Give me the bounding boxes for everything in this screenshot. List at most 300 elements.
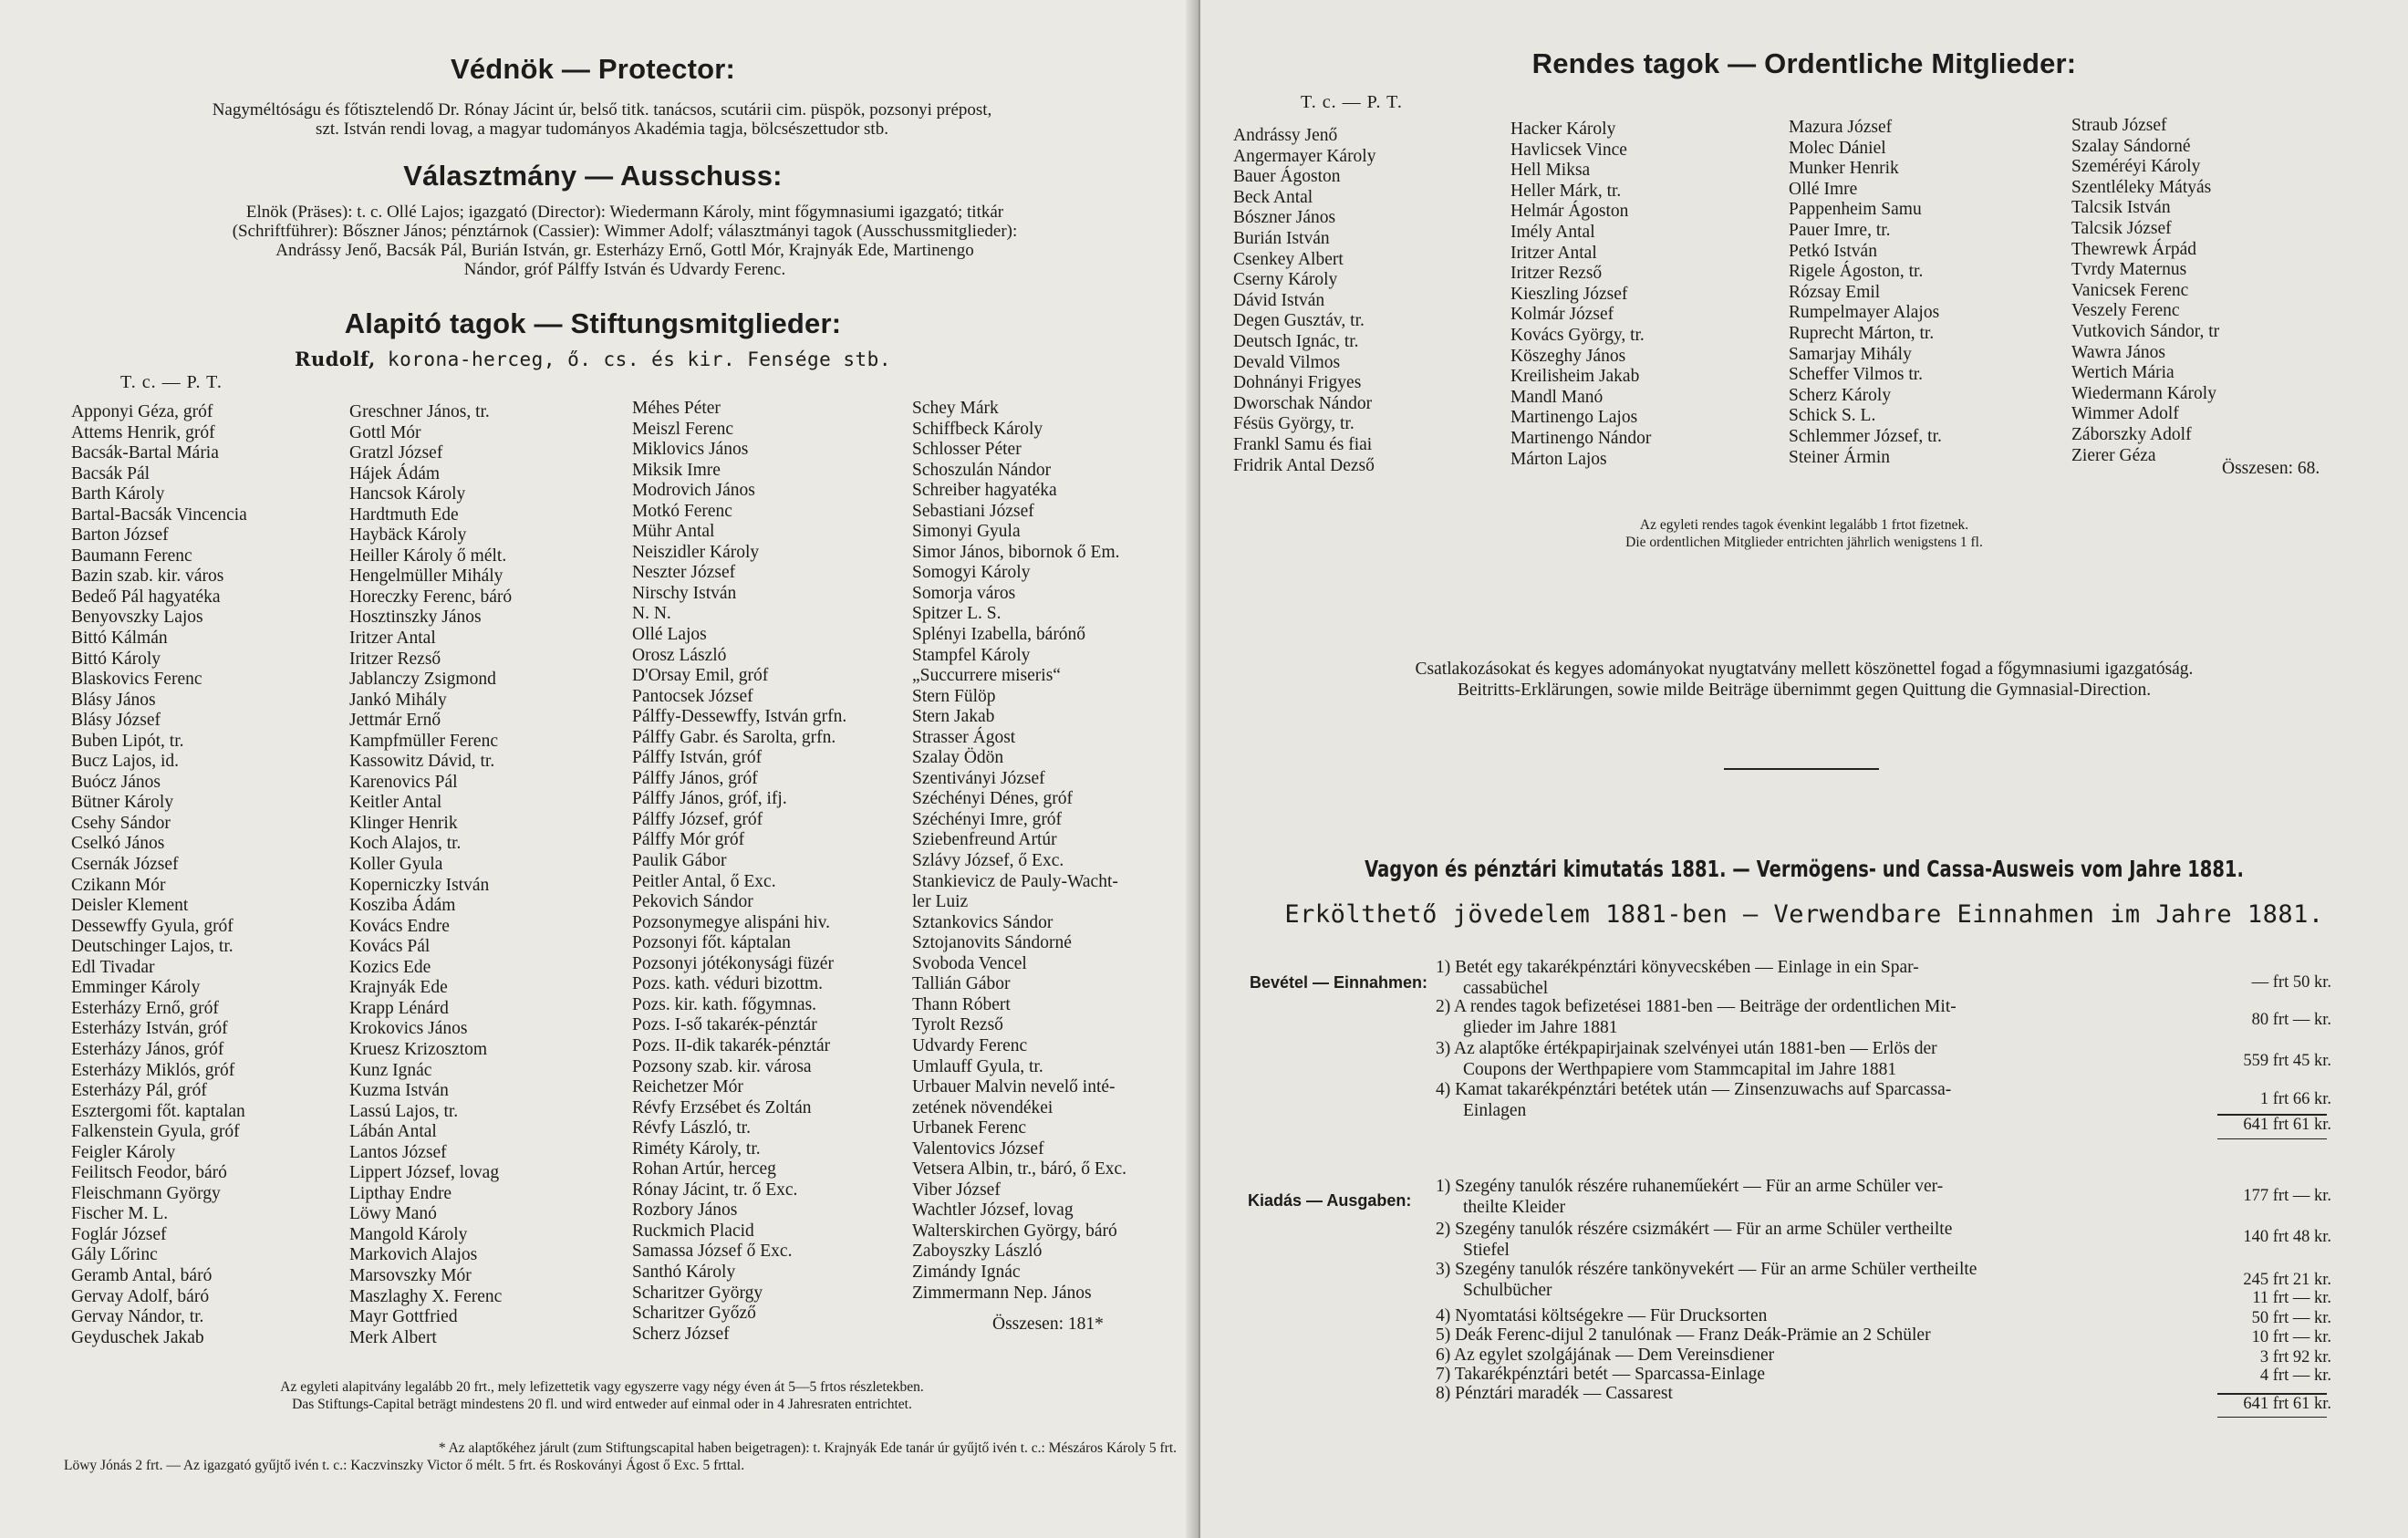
member-name: Rózsay Emil: [1789, 282, 1881, 302]
founder-name: Spitzer L. S.: [912, 604, 1002, 624]
finance-item: [1436, 1038, 2202, 1080]
member-name: Talcsik István: [2071, 198, 2171, 218]
founder-name: Hardtmuth Ede: [349, 504, 459, 525]
member-name: Kieszling József: [1510, 284, 1628, 304]
founder-name: Simor János, bibornok ő Em.: [912, 542, 1120, 562]
member-name: Helmár Ágoston: [1510, 202, 1629, 222]
note-line: Az egyleti alapitvány legalább 20 frt., mely lefizettetik vagy egyszerre vagy négy éven át 5—5 frtos részletekben.: [280, 1379, 924, 1395]
member-name: Dworschak Nándor: [1233, 393, 1373, 413]
member-name: Kovács György, tr.: [1510, 325, 1645, 345]
founder-name: Zimmermann Nep. János: [912, 1283, 1092, 1303]
founder-name: Pantocsek József: [632, 686, 753, 706]
founder-name: Umlauff Gyula, tr.: [912, 1056, 1043, 1076]
right-page: [1200, 0, 2408, 1538]
founder-name: Kassowitz Dávid, tr.: [349, 752, 495, 772]
founder-name: Esterházy János, gróf: [71, 1039, 224, 1059]
member-name: Schlemmer József, tr.: [1789, 426, 1942, 446]
founder-name: Ruckmich Placid: [632, 1221, 754, 1241]
founder-name: Buben Lipót, tr.: [71, 731, 184, 751]
finance-item-text: 3) Szegény tanulók részére tankönyvekért — Für an arme Schüler vertheilte: [1436, 1260, 1977, 1279]
finance-amount: 177 frt — kr.: [2243, 1187, 2331, 1205]
members-total: Összesen: 68.: [2222, 459, 2320, 478]
founder-name: Lipthay Endre: [349, 1183, 452, 1203]
founder-name: Karenovics Pál: [349, 772, 458, 792]
finance-item-text: 3) Az alaptőke értékpapirjainak szelvényei után 1881-ben — Erlös der: [1436, 1039, 1937, 1058]
finance-item: [1436, 1259, 2202, 1301]
member-name: Frankl Samu és fiai: [1233, 434, 1373, 454]
founder-name: Pálffy Gabr. és Sarolta, grfn.: [632, 727, 836, 747]
founder-name: Jablanczy Zsigmond: [349, 670, 496, 690]
founder-name: Bartal-Bacsák Vincencia: [71, 504, 247, 525]
founder-name: Pozsonyi főt. káptalan: [632, 933, 791, 953]
finance-amount: 245 frt 21 kr.: [2243, 1271, 2331, 1289]
founder-name: Pozsony szab. kir. városa: [632, 1056, 812, 1076]
member-name: Andrássy Jenő: [1233, 126, 1338, 145]
founder-name: Schoszulán Nándor: [912, 460, 1052, 480]
founder-name: Blaskovics Ferenc: [71, 670, 202, 690]
founder-name: Révfy László, tr.: [632, 1118, 751, 1138]
founder-name: Simonyi Gyula: [912, 522, 1021, 542]
founder-name: Merk Albert: [349, 1327, 437, 1347]
member-name: Straub József: [2071, 116, 2167, 135]
founder-name: Kosziba Ádám: [349, 896, 456, 916]
committee-text: [73, 203, 1177, 279]
founder-name: Scharitzer Győző: [632, 1304, 756, 1324]
founder-name: Stern Fülöp: [912, 686, 996, 706]
founder-name: Bacsák-Bartal Mária: [71, 443, 219, 463]
note-line: Das Stiftungs-Capital beträgt mindestens 20 fl. und wird entweder auf einmal oder in 4 Jahresraten entrichtet.: [292, 1397, 912, 1412]
founder-name: Pozs. kir. kath. főgymnas.: [632, 994, 817, 1014]
founder-name: Krajnyák Ede: [349, 978, 448, 998]
member-name: Iritzer Antal: [1510, 243, 1597, 263]
finance-item-text: 5) Deák Ferenc-dijul 2 tanulónak — Franz Deák-Prämie an 2 Schüler: [1436, 1325, 1931, 1345]
founder-name: Kruesz Krizosztom: [349, 1039, 488, 1059]
founder-name: Udvardy Ferenc: [912, 1035, 1028, 1055]
members-column-4: [2071, 116, 2219, 466]
appeal-line: Beitritts-Erklärungen, sowie milde Beiträge übernimmt gegen Quittung die Gymnasial-Direction.: [1457, 681, 2152, 700]
member-name: Steiner Ármin: [1789, 447, 1891, 467]
founder-name: Szalay Ödön: [912, 748, 1004, 768]
founder-name: Esztergomi főt. kaptalan: [71, 1101, 245, 1121]
founder-name: Feilitsch Feodor, báró: [71, 1163, 227, 1183]
founder-name: Rozbory János: [632, 1200, 738, 1221]
founder-name: Keitler Antal: [349, 793, 442, 813]
founder-name: Svoboda Vencel: [912, 953, 1027, 973]
member-name: Rumpelmayer Alajos: [1789, 303, 1940, 323]
founder-name: Gály Lőrinc: [71, 1245, 158, 1265]
finance-amount: 559 frt 45 kr.: [2243, 1052, 2331, 1070]
finance-item-text: Einlagen: [1463, 1101, 1527, 1120]
founders-note: [91, 1378, 1113, 1413]
member-name: Bauer Ágoston: [1233, 167, 1341, 187]
member-name: Veszely Ferenc: [2071, 301, 2180, 321]
expense-sum-rule: [2217, 1393, 2327, 1395]
founder-name: Koller Gyula: [349, 855, 443, 875]
founder-name: Walterskirchen György, báró: [912, 1221, 1117, 1241]
member-name: Iritzer Rezső: [1510, 264, 1603, 284]
founder-name: Pálffy-Dessewffy, István grfn.: [632, 707, 847, 727]
founder-name: Peitler Antal, ő Exc.: [632, 871, 776, 891]
member-name: Samarjay Mihály: [1789, 344, 1912, 364]
founder-name: Stern Jakab: [912, 707, 995, 727]
founder-name: Fleischmann György: [71, 1183, 221, 1203]
member-name: Talcsik József: [2071, 218, 2172, 238]
founder-name: Mangold Károly: [349, 1224, 468, 1244]
member-name: Devald Vilmos: [1233, 352, 1341, 372]
finance-item-text: 6) Az egylet szolgájának — Dem Vereinsdiener: [1436, 1346, 1775, 1365]
founder-name: Schey Márk: [912, 399, 999, 418]
founder-name: Bedeő Pál hagyatéka: [71, 587, 221, 607]
founder-name: Mayr Gottfried: [349, 1307, 458, 1327]
founders-title: Alapitó tagok — Stiftungsmitglieder:: [344, 307, 842, 339]
member-name: Mandl Manó: [1510, 387, 1604, 407]
founder-name: Markovich Alajos: [349, 1245, 478, 1265]
founder-name: Krokovics János: [349, 1019, 468, 1039]
founder-name: Koch Alajos, tr.: [349, 834, 462, 854]
founder-name: Lippert József, lovag: [349, 1163, 500, 1183]
founder-name: Pozs. I-ső takaréк-pénztár: [632, 1015, 817, 1035]
founders-tcpt: T. c. — P. T.: [120, 372, 223, 392]
founder-name: Pálffy István, gróf: [632, 748, 763, 768]
member-name: Burián István: [1233, 228, 1330, 248]
founder-name: Tyrolt Rezső: [912, 1015, 1003, 1035]
founder-name: Stankievicz de Pauly-Wacht-: [912, 871, 1118, 891]
founders-column-4: [912, 399, 1126, 1304]
founder-name: Fischer M. L.: [71, 1204, 169, 1224]
member-name: Fésüs György, tr.: [1233, 414, 1354, 434]
founder-name: Czikann Mór: [71, 875, 166, 895]
founder-name: Sziebenfreund Artúr: [912, 830, 1057, 850]
founder-name: Reichetzer Mór: [632, 1077, 743, 1097]
founder-name: Pozsonyi jótékonysági füzér: [632, 953, 834, 973]
founder-name: Koperniczky István: [349, 875, 490, 895]
member-name: Scheffer Vilmos tr.: [1789, 365, 1924, 385]
founder-name: Viber József: [912, 1179, 1001, 1200]
rudolf-line: [0, 348, 1186, 370]
member-name: Havlicsek Vince: [1510, 140, 1627, 160]
founder-name: Klinger Henrik: [349, 813, 458, 833]
founder-name: Esterházy Pál, gróf: [71, 1081, 207, 1101]
finance-item: [1436, 1383, 2202, 1404]
finance-item: [1436, 996, 2202, 1038]
founder-name: Széchényi Imre, gróf: [912, 809, 1063, 829]
member-name: Imély Antal: [1510, 222, 1595, 242]
member-name: Vanicsek Ferenc: [2071, 280, 2189, 300]
finance-item-text: 2) A rendes tagok befizetései 1881-ben — Beiträge der ordentlichen Mit-: [1436, 997, 1956, 1016]
founder-name: Motkó Ferenc: [632, 501, 732, 521]
member-name: Kolmár József: [1510, 305, 1614, 325]
founder-name: Deisler Klement: [71, 896, 189, 916]
members-column-2: [1510, 120, 1651, 470]
finance-title: Vagyon és pénztári kimutatás 1881. — Vermögens- und Cassa-Ausweis vom Jahre 1881.: [1365, 856, 2244, 882]
rudolf-title: korona-herceg, ő. cs. és kir. Fensége stb.: [375, 348, 891, 370]
finance-item-text: 2) Szegény tanulók részére csizmákért — Für an arme Schüler vertheilte: [1436, 1220, 1953, 1239]
income-label: Bevétel — Einnahmen:: [1250, 973, 1428, 992]
founder-name: Kovács Pál: [349, 937, 431, 957]
member-name: Vutkovich Sándor, tr: [2071, 321, 2220, 341]
finance-item: [1436, 1176, 2202, 1218]
founder-name: Apponyi Géza, gróf: [71, 402, 213, 421]
founder-name: Somorja város: [912, 583, 1016, 603]
founder-name: Buócz János: [71, 772, 161, 792]
member-name: Szentléleky Mátyás: [2071, 177, 2212, 197]
founder-name: Ollé Lajos: [632, 625, 707, 645]
founder-name: Szentiványi József: [912, 768, 1045, 788]
member-name: Tvrdy Maternus: [2071, 260, 2187, 280]
founder-name: Scharitzer György: [632, 1283, 763, 1303]
member-name: Cserny Károly: [1233, 270, 1338, 290]
members-fee-note: [1200, 516, 2408, 551]
committee-line: Nándor, gróf Pálffy István és Udvardy Ferenc.: [463, 260, 786, 279]
member-name: Rigele Ágoston, tr.: [1789, 262, 1924, 282]
member-name: Pappenheim Samu: [1789, 200, 1922, 220]
finance-item-text: glieder im Jahre 1881: [1463, 1018, 1618, 1037]
founder-name: Barton József: [71, 525, 169, 546]
founder-name: Blásy János: [71, 690, 156, 710]
member-name: Wiedermann Károly: [2071, 383, 2216, 403]
founder-name: Löwy Manó: [349, 1204, 437, 1224]
founder-name: Horeczky Ferenc, báró: [349, 587, 513, 607]
member-name: Angermayer Károly: [1233, 146, 1376, 166]
founder-name: Kunz Ignác: [349, 1060, 432, 1080]
member-name: Schick S. L.: [1789, 406, 1876, 426]
founder-name: Bucz Lajos, id.: [71, 752, 180, 772]
founders-column-1: [71, 402, 247, 1348]
founder-name: Pozs. kath. véduri bizottm.: [632, 974, 824, 994]
founder-name: Gratzl József: [349, 443, 443, 463]
protector-line: Nagyméltóságu és főtisztelendő Dr. Rónay Jácint úr, belső titk. tanácsos, scutárii cim. püspök, pozsonyi prépost,: [212, 100, 992, 120]
finance-item-text: 8) Pénztári maradék — Cassarest: [1436, 1384, 1673, 1403]
member-name: Scherz Károly: [1789, 385, 1892, 405]
founder-name: Zimándy Ignác: [912, 1262, 1021, 1282]
income-total: 641 frt 61 kr.: [2243, 1116, 2331, 1134]
member-name: Fridrik Antal Dezső: [1233, 455, 1375, 475]
founders-column-2: [349, 402, 512, 1348]
founder-name: Marsovszky Mór: [349, 1265, 472, 1285]
committee-title: Választmány — Ausschuss:: [403, 160, 783, 192]
founder-name: Neiszidler Károly: [632, 542, 760, 562]
finance-amount: 80 frt — kr.: [2251, 1011, 2331, 1029]
finance-item-text: Schulbücher: [1463, 1281, 1552, 1300]
finance-item-text: cassabüchel: [1463, 979, 1549, 998]
note-line: * Az alaptőkéhez járult (zum Stiftungscapital haben beigetragen): t. Krajnyák Ede tanár úr gyűjtő ivén t. c.: Mészáros Károly 5 frt.: [438, 1440, 1177, 1456]
founder-name: Baumann Ferenc: [71, 546, 192, 566]
founder-name: Bittó Károly: [71, 649, 161, 669]
member-name: Bószner János: [1233, 208, 1336, 228]
founder-name: Benyovszky Lajos: [71, 608, 203, 628]
rudolf-name: Rudolf,: [295, 348, 376, 370]
founder-name: Emminger Károly: [71, 978, 201, 998]
protector-text: [36, 100, 1168, 139]
founder-name: Blásy József: [71, 711, 161, 731]
expense-total-rule: [2217, 1417, 2327, 1418]
finance-amount: — frt 50 kr.: [2251, 973, 2331, 992]
finance-item: [1436, 1305, 2202, 1326]
founder-name: Sztojanovits Sándorné: [912, 933, 1072, 953]
founder-name: Pozsonymegye alispáni hiv.: [632, 912, 830, 932]
founder-name: Valentovics József: [912, 1138, 1044, 1159]
founder-name: Neszter József: [632, 563, 736, 583]
founder-name: Bacsák Pál: [71, 463, 150, 483]
founder-name: Kampfmüller Ferenc: [349, 731, 498, 751]
members-tcpt: T. c. — P. T.: [1301, 92, 1403, 112]
founder-name: Kuzma István: [349, 1081, 449, 1101]
member-name: Heller Márk, tr.: [1510, 181, 1622, 201]
founder-name: Paulik Gábor: [632, 851, 727, 871]
member-name: Márton Lajos: [1510, 449, 1607, 469]
appeal-text: [1200, 659, 2408, 701]
finance-amount: 140 frt 48 kr.: [2243, 1228, 2331, 1246]
founder-name: Thann Róbert: [912, 994, 1011, 1014]
member-name: Hell Miksa: [1510, 161, 1591, 181]
finance-amount: 1 frt 66 kr.: [2259, 1090, 2331, 1108]
finance-item-text: 7) Takarékpénztári betét — Sparcassa-Einlage: [1436, 1365, 1766, 1384]
founder-name: Stampfel Károly: [912, 645, 1031, 665]
member-name: Kreilisheim Jakab: [1510, 367, 1640, 387]
founder-name: Hosztinszky János: [349, 608, 482, 628]
contributions-note: [64, 1439, 1177, 1474]
finance-item: [1436, 1325, 2202, 1346]
founder-name: Pálffy Mór gróf: [632, 830, 745, 850]
member-name: Wimmer Adolf: [2071, 404, 2179, 424]
founders-column-3: [632, 399, 846, 1345]
member-name: Hacker Károly: [1510, 120, 1616, 139]
finance-item-text: 4) Kamat takarékpénztári betétek után — Zinsenzuwachs auf Sparcassa-: [1436, 1080, 1952, 1099]
founder-name: Nirschy István: [632, 583, 737, 603]
founder-name: Edl Tivadar: [71, 957, 155, 977]
founder-name: Pálffy József, gróf: [632, 809, 763, 829]
founder-name: Geyduschek Jakab: [71, 1327, 204, 1347]
founder-name: Gervay Adolf, báró: [71, 1286, 210, 1306]
founder-name: Jettmár Ernő: [349, 711, 441, 731]
finance-item: [1436, 957, 2202, 999]
finance-amount: 11 frt — kr.: [2252, 1289, 2331, 1307]
founder-name: Hengelmüller Mihály: [349, 566, 503, 587]
founder-name: Geramb Antal, báró: [71, 1265, 213, 1285]
finance-item-text: Coupons der Werthpapiere vom Stammcapital im Jahre 1881: [1463, 1060, 1897, 1079]
founder-name: Falkenstein Gyula, gróf: [71, 1122, 240, 1142]
member-name: Wertich Mária: [2071, 363, 2174, 383]
member-name: Deutsch Ignác, tr.: [1233, 331, 1359, 351]
founder-name: D'Orsay Emil, gróf: [632, 666, 769, 686]
protector-line: szt. István rendi lovag, a magyar tudományos Akadémia tagja, bölcsészettudor stb.: [316, 120, 888, 139]
founder-name: Wachtler József, lovag: [912, 1200, 1074, 1221]
founder-name: Riméty Károly, tr.: [632, 1138, 761, 1159]
founder-name: Urbanek Ferenc: [912, 1118, 1027, 1138]
protector-title: Védnök — Protector:: [450, 53, 736, 85]
founder-name: Samassa József ő Exc.: [632, 1242, 793, 1262]
founder-name: Deutschinger Lajos, tr.: [71, 937, 234, 957]
founder-name: Jankó Mihály: [349, 690, 447, 710]
founder-name: Sztankovics Sándor: [912, 912, 1054, 932]
finance-amount: 3 frt 92 kr.: [2259, 1348, 2331, 1367]
founder-name: Barth Károly: [71, 484, 165, 504]
founder-name: Rónay Jácint, tr. ő Exc.: [632, 1179, 798, 1200]
founder-name: Attems Henrik, gróf: [71, 422, 215, 442]
founder-name: Orosz László: [632, 645, 727, 665]
founder-name: Szlávy József, ő Exc.: [912, 851, 1064, 871]
members-column-3: [1789, 118, 1942, 468]
finance-amount: 4 frt — kr.: [2259, 1367, 2331, 1385]
committee-line: Elnök (Präses): t. c. Ollé Lajos; igazgató (Director): Wiedermann Károly, mint főgymnasiumi igazgató; titkár: [245, 203, 1004, 222]
founder-name: Gervay Nándor, tr.: [71, 1307, 204, 1327]
founder-name: Santhó Károly: [632, 1262, 736, 1282]
founder-name: Maszlaghy X. Ferenc: [349, 1286, 503, 1306]
founder-name: Miksik Imre: [632, 460, 721, 480]
member-name: Munker Henrik: [1789, 159, 1899, 179]
members-title: Rendes tagok — Ordentliche Mitglieder:: [1531, 47, 2077, 79]
member-name: Dohnányi Frigyes: [1233, 373, 1362, 393]
finance-item: [1436, 1364, 2202, 1385]
member-name: Mazura József: [1789, 118, 1893, 137]
founder-name: Zaboyszky László: [912, 1242, 1043, 1262]
founder-name: Esterházy Miklós, gróf: [71, 1060, 235, 1080]
founder-name: Tallián Gábor: [912, 974, 1011, 994]
finance-item: [1436, 1079, 2202, 1121]
finance-item-text: 1) Betét egy takarékpénztári könyvecskében — Einlage in ein Spar-: [1436, 958, 1919, 977]
separator-rule: [1724, 768, 1879, 770]
member-name: Zierer Géza: [2071, 445, 2156, 465]
founder-name: Széchényi Dénes, gróf: [912, 789, 1073, 809]
member-name: Szalay Sándorné: [2071, 136, 2191, 156]
founder-name: zetének növendékei: [912, 1097, 1054, 1117]
finance-item-text: 4) Nyomtatási költségekre — Für Drucksorten: [1436, 1306, 1768, 1325]
founder-name: Pekovich Sándor: [632, 892, 753, 912]
finance-item: [1436, 1219, 2202, 1261]
member-name: Pauer Imre, tr.: [1789, 220, 1891, 240]
member-name: Petkó István: [1789, 241, 1877, 261]
member-name: Martinengo Nándor: [1510, 428, 1652, 448]
finance-amount: 50 frt — kr.: [2251, 1309, 2331, 1327]
member-name: Csenkey Albert: [1233, 249, 1344, 269]
founder-name: Splényi Izabella, bárónő: [912, 625, 1086, 645]
founder-name: Haybäck Károly: [349, 525, 467, 546]
note-line: Löwy Jónás 2 frt. — Az igazgató gyűjtő ivén t. c.: Kaczvinszky Victor ő mélt. 5 frt. és Roskoványi Ágost ő Exc. 5 frttal.: [64, 1458, 745, 1473]
founder-name: Schiffbeck Károly: [912, 419, 1043, 439]
founder-name: Heiller Károly ő mélt.: [349, 546, 507, 566]
founder-name: ler Luiz: [912, 892, 969, 912]
finance-amount: 641 frt 61 kr.: [2243, 1395, 2331, 1413]
income-total-rule: [2217, 1138, 2327, 1139]
committee-line: Andrássy Jenő, Bacsák Pál, Burián István, gr. Esterházy Ernő, Gottl Mór, Krajnyák Ede, Martinengo: [275, 241, 974, 260]
founder-name: Krapp Lénárd: [349, 998, 449, 1018]
founder-name: Scherz József: [632, 1324, 730, 1344]
finance-item-text: Stiefel: [1463, 1241, 1510, 1260]
member-name: Ollé Imre: [1789, 179, 1858, 199]
appeal-line: Csatlakozásokat és kegyes adományokat nyugtatvány mellett köszönettel fogad a főgymnasiumi igazgatóság.: [1415, 660, 2194, 679]
note-line: Az egyleti rendes tagok évenkint legalább 1 frtot fizetnek.: [1639, 517, 1969, 533]
founder-name: N. N.: [632, 604, 671, 624]
founder-name: Kovács Endre: [349, 916, 450, 936]
founder-name: Pálffy János, gróf, ifj.: [632, 789, 787, 809]
member-name: Záborszky Adolf: [2071, 424, 2192, 444]
expense-label: Kiadás — Ausgaben:: [1248, 1191, 1412, 1210]
member-name: Wawra János: [2071, 342, 2165, 362]
founder-name: Cselkó János: [71, 834, 165, 854]
members-column-1: [1233, 126, 1375, 476]
founder-name: Méhes Péter: [632, 399, 721, 418]
founder-name: Meiszl Ferenc: [632, 419, 734, 439]
founder-name: Sebastiani József: [912, 501, 1034, 521]
member-name: Molec Dániel: [1789, 138, 1886, 158]
founder-name: Csernák József: [71, 855, 179, 875]
founder-name: Feigler Károly: [71, 1142, 176, 1162]
founder-name: Lantos József: [349, 1142, 447, 1162]
left-page: [0, 0, 1197, 1538]
finance-item: [1436, 1345, 2202, 1366]
founder-name: Bittó Kálmán: [71, 629, 168, 649]
founder-name: Lassú Lajos, tr.: [349, 1101, 459, 1121]
